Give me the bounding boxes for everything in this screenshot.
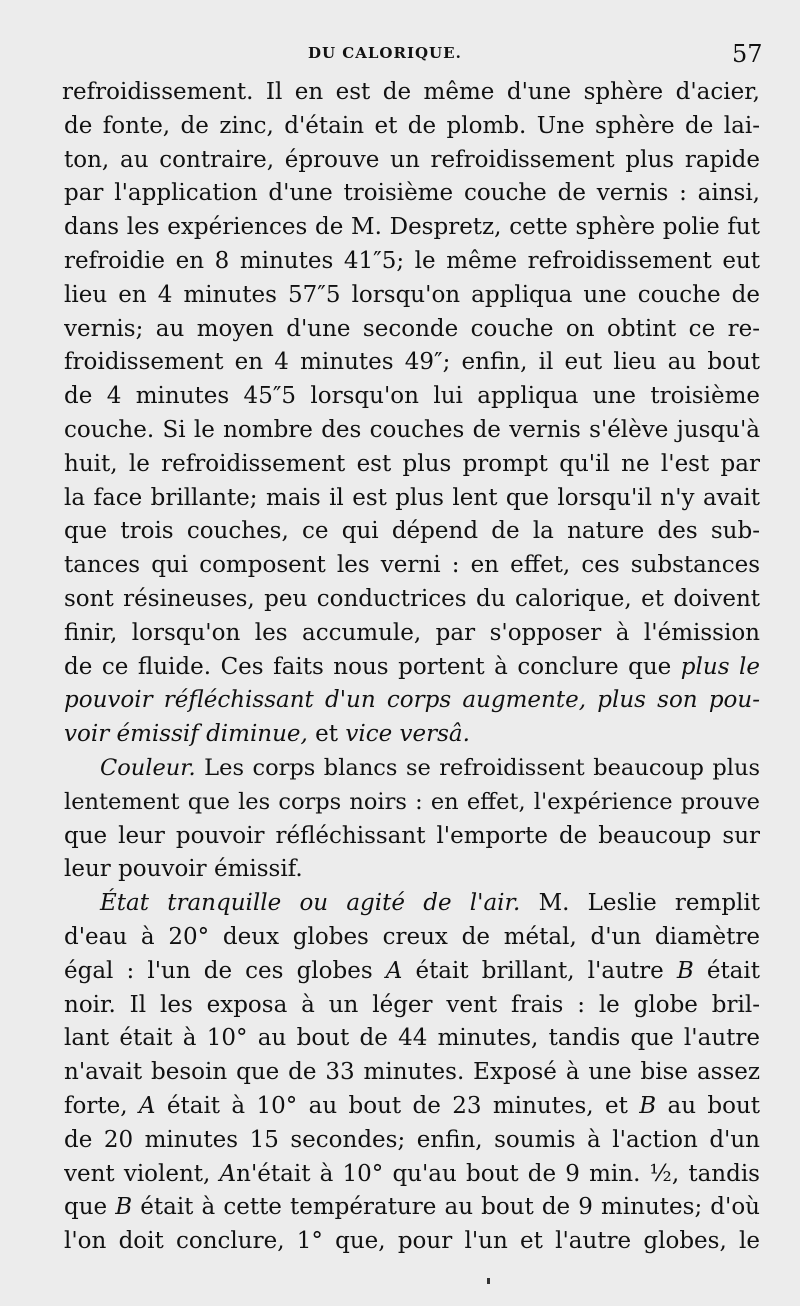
paragraph-lead: État tranquille ou agité de l'air. xyxy=(100,890,521,917)
body-text xyxy=(64,76,760,1259)
text-line: n'avait besoin que de 33 minutes. Exposé à une bise assez xyxy=(64,1059,760,1086)
variable-b: B xyxy=(676,957,694,984)
text-line xyxy=(64,887,760,921)
text-run: égal : l'un de ces globes xyxy=(64,957,386,984)
text-line: que trois couches, ce qui dépend de la nature des sub- xyxy=(64,518,760,545)
text-run: au bout xyxy=(656,1092,760,1119)
text-line: vernis; au moyen d'une seconde couche on obtint ce re- xyxy=(64,315,760,342)
text-line: tances qui composent les verni : en effet, ces substances xyxy=(64,552,760,579)
text-line: leur pouvoir émissif. xyxy=(64,856,303,883)
text-line xyxy=(64,1191,760,1225)
running-title: DU CALORIQUE. xyxy=(308,44,462,62)
variable-a: A xyxy=(219,1160,237,1187)
text-line xyxy=(64,1158,760,1192)
text-line: refroidie en 8 minutes 41″5; le même refroidissement eut xyxy=(64,247,760,274)
text-line: que leur pouvoir réfléchissant l'emporte de beaucoup sur xyxy=(64,822,760,849)
text-line xyxy=(64,752,760,786)
text-line xyxy=(64,955,760,989)
text-line: huit, le refroidissement est plus prompt qu'il ne l'est par xyxy=(64,450,760,477)
text-line: finir, lorsqu'on les accumule, par s'opposer à l'émission xyxy=(64,619,760,646)
variable-a: A xyxy=(138,1092,156,1119)
text-line: d'eau à 20° deux globes creux de métal, d'un diamètre xyxy=(64,923,760,950)
text-line: l'on doit conclure, 1° que, pour l'un et l'autre globes, le xyxy=(64,1228,760,1255)
text-run: Les corps blancs se refroidissent beaucoup plus xyxy=(195,754,760,781)
text-line: lant était à 10° au bout de 44 minutes, tandis que l'autre xyxy=(64,1025,760,1052)
text-run: n'était à 10° qu'au bout de 9 min. ½, tandis xyxy=(236,1160,760,1187)
text-run: était xyxy=(693,957,760,984)
text-line: couche. Si le nombre des couches de vernis s'élève jusqu'à xyxy=(64,416,760,443)
text-line xyxy=(64,651,760,685)
text-line: sont résineuses, peu conductrices du calorique, et doivent xyxy=(64,585,760,612)
text-run: était à cette température au bout de 9 minutes; d'où xyxy=(132,1194,760,1221)
text-line xyxy=(64,718,760,752)
text-line xyxy=(64,1090,760,1124)
text-line: lieu en 4 minutes 57″5 lorsqu'on appliqua une couche de xyxy=(64,281,760,308)
text-run: et xyxy=(307,721,346,748)
text-line: de fonte, de zinc, d'étain et de plomb. Une sphère de lai- xyxy=(64,112,760,139)
text-run: était brillant, l'autre xyxy=(402,957,677,984)
text-line: de 20 minutes 15 secondes; enfin, soumis à l'action d'un xyxy=(64,1126,760,1153)
italic-run: voir émissif diminue, xyxy=(64,721,308,748)
page-number: 57 xyxy=(732,40,763,68)
italic-run: plus le xyxy=(680,653,760,680)
text-line: dans les expériences de M. Despretz, cette sphère polie fut xyxy=(64,214,760,241)
text-line: de 4 minutes 45″5 lorsqu'on lui appliqua une troisième xyxy=(64,383,760,410)
text-run: M. Leslie remplit xyxy=(520,890,760,917)
text-line: noir. Il les exposa à un léger vent frais : le globe bril- xyxy=(64,991,760,1018)
text-line: froidissement en 4 minutes 49″; enfin, il eut lieu au bout xyxy=(64,349,760,376)
text-run: que xyxy=(64,1194,116,1221)
text-line: la face brillante; mais il est plus lent que lorsqu'il n'y avait xyxy=(64,484,760,511)
text-run: de ce fluide. Ces faits nous portent à conclure que xyxy=(64,653,681,680)
text-line: ton, au contraire, éprouve un refroidissement plus rapide xyxy=(64,146,760,173)
variable-b: B xyxy=(639,1092,657,1119)
variable-b: B xyxy=(115,1194,133,1221)
variable-a: A xyxy=(385,957,403,984)
text-run: était à 10° au bout de 23 minutes, et xyxy=(155,1092,640,1119)
italic-run: vice versâ. xyxy=(345,721,470,748)
text-line: par l'application d'une troisième couche de vernis : ainsi, xyxy=(64,180,760,207)
running-head xyxy=(0,40,800,70)
text-run: vent violent, xyxy=(64,1160,220,1187)
text-line: pouvoir réfléchissant d'un corps augmente, plus son pou- xyxy=(64,687,760,714)
printer-mark xyxy=(487,1278,490,1284)
text-line: refroidissement. Il en est de même d'une sphère d'acier, xyxy=(62,79,760,105)
text-line: lentement que les corps noirs : en effet, l'expérience prouve xyxy=(64,788,760,815)
paragraph-lead: Couleur. xyxy=(100,754,196,781)
text-run: forte, xyxy=(64,1092,139,1119)
